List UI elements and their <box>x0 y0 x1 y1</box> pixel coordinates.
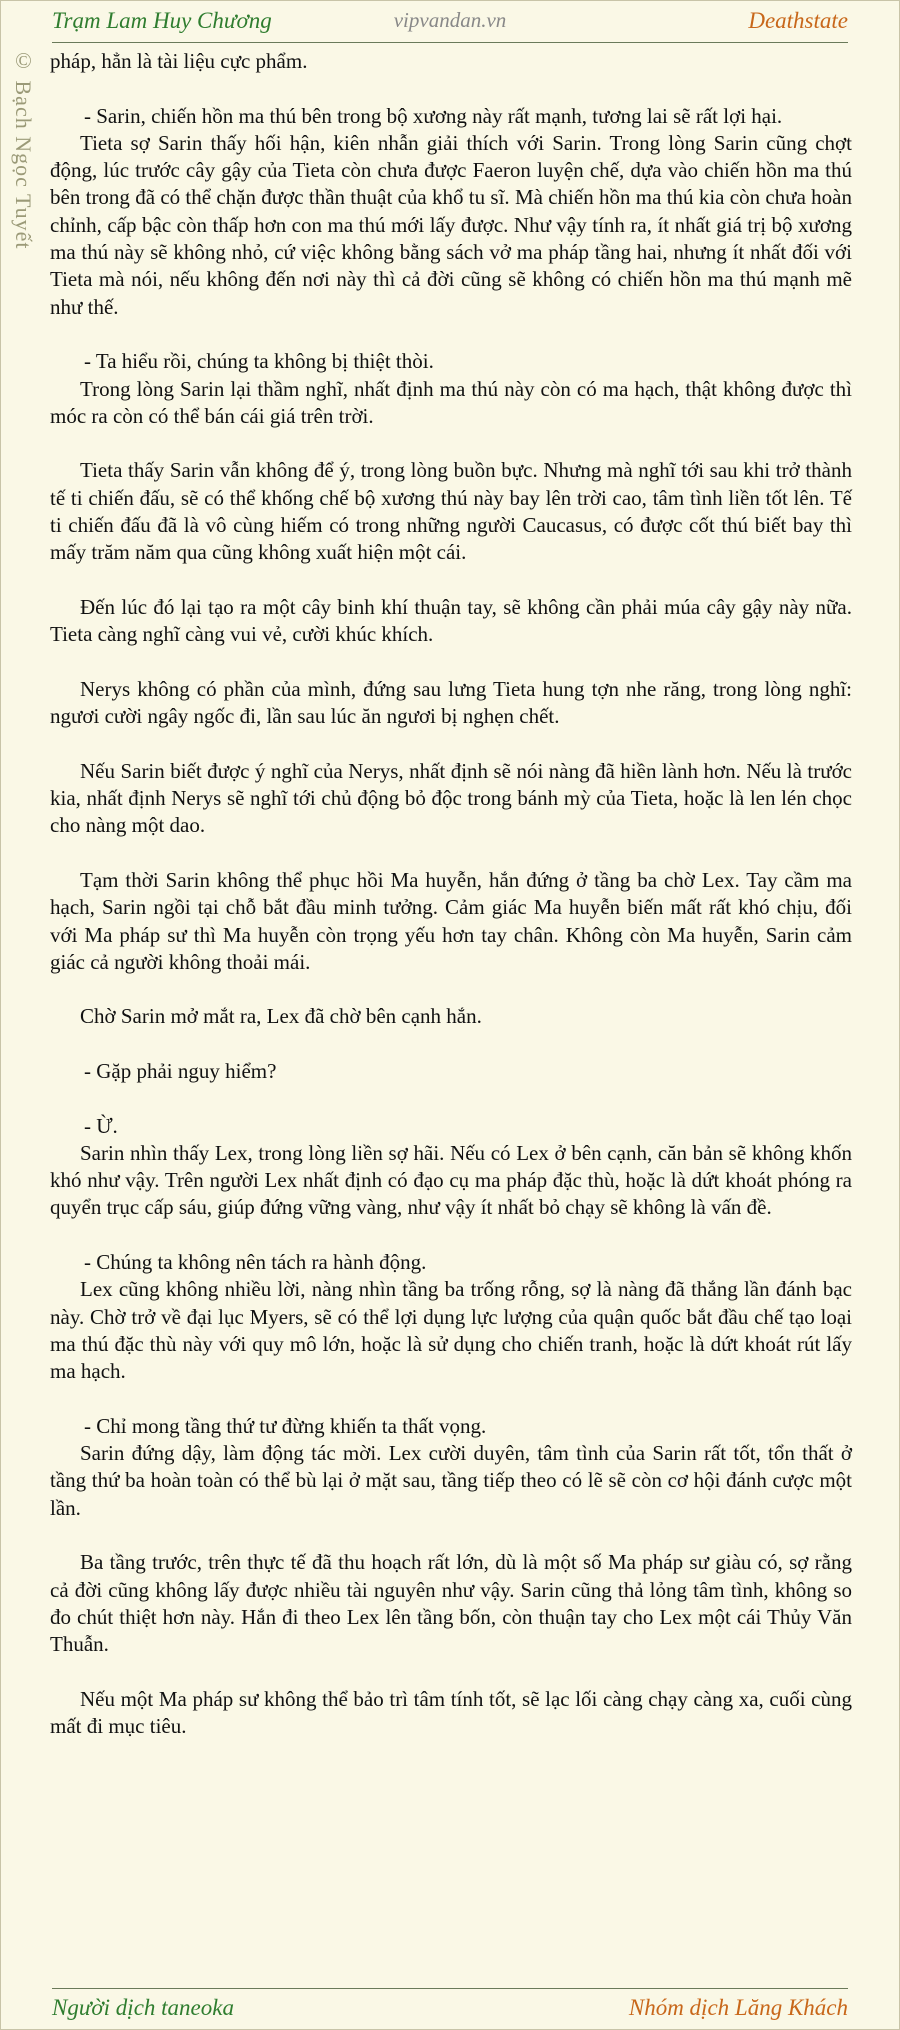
header-author: Deathstate <box>748 8 848 33</box>
paragraph: Tieta thấy Sarin vẫn không để ý, trong lòng buồn bực. Nhưng mà nghĩ tới sau khi trở thành tế ti chiến đấu, sẽ có thể khống chế bộ xương thú này bay lên trời cao, tâm tình liền tốt lên. Tế ti chiến đấu đã là vô cùng hiếm có trong những người Caucasus, có được cốt thú biết bay thì mấy trăm năm qua cũng không xuất hiện một cái. <box>50 458 852 565</box>
footer-translator: Người dịch taneoka <box>52 1995 234 2020</box>
paragraph: Lex cũng không nhiều lời, nàng nhìn tầng ba trống rỗng, sợ là nàng đã thắng lần đánh bạc này. Chờ trở về đại lục Myers, sẽ có thể lợi dụng lực lượng của quận quốc bắt đầu chế tạo loại ma thú đặc thù này với quy mô lớn, hoặc là sử dụng cho chiến tranh, hoặc là dứt khoát rút lấy ma hạch. <box>50 1277 852 1384</box>
header-site: vipvandan.vn <box>393 8 507 32</box>
watermark-credit: © Bạch Ngọc Tuyết <box>11 48 36 250</box>
dialogue-line: - Sarin, chiến hồn ma thú bên trong bộ xương này rất mạnh, tương lai sẽ rất lợi hại. <box>84 103 783 128</box>
paragraph: Nếu Sarin biết được ý nghĩ của Nerys, nhất định sẽ nói nàng đã hiền lành hơn. Nếu là trước kia, nhất định Nerys sẽ nghĩ tới chủ động bỏ độc trong bánh mỳ của Tieta, hoặc là len lén chọc cho nàng một dao. <box>50 758 852 838</box>
dialogue-line: - Ta hiểu rồi, chúng ta không bị thiệt thòi. <box>84 349 434 374</box>
paragraph: Tạm thời Sarin không thể phục hồi Ma huyễn, hắn đứng ở tầng ba chờ Lex. Tay cầm ma hạch, Sarin ngồi tại chỗ bắt đầu minh tưởng. Cảm giác Ma huyễn biến mất rất khó chịu, đối với Ma pháp sư thì Ma huyễn còn trọng yếu hơn tay chân. Không còn Ma huyễn, Sarin cảm giác cả người không thoải mái. <box>50 867 852 974</box>
paragraph: Trong lòng Sarin lại thầm nghĩ, nhất định ma thú này còn có ma hạch, thật không được thì móc ra còn có thể bán cái giá trên trời. <box>50 376 852 428</box>
dialogue-line: - Chỉ mong tầng thứ tư đừng khiến ta thất vọng. <box>84 1413 487 1438</box>
paragraph: Sarin nhìn thấy Lex, trong lòng liền sợ hãi. Nếu có Lex ở bên cạnh, căn bản sẽ không khốn khó như vậy. Trên người Lex nhất định có đạo cụ ma pháp đặc thù, hoặc là dứt khoát phóng ra quyển trục cấp sáu, giúp đứng vững vàng, như vậy ít nhất bỏ chạy sẽ không là vấn đề. <box>50 1140 852 1220</box>
page-header <box>52 8 848 43</box>
paragraph: Nếu một Ma pháp sư không thể bảo trì tâm tính tốt, sẽ lạc lối càng chạy càng xa, cuối cùng mất đi mục tiêu. <box>50 1686 852 1739</box>
paragraph: Ba tầng trước, trên thực tế đã thu hoạch rất lớn, dù là một số Ma pháp sư giàu có, sợ rằng cả đời cũng không lấy được nhiều tài nguyên như vậy. Sarin cũng thả lỏng tâm tình, không so đo chút thiệt hơn này. Hắn đi theo Lex lên tầng bốn, còn thuận tay cho Lex một cái Thủy Văn Thuẫn. <box>50 1550 852 1657</box>
paragraph: Tieta sợ Sarin thấy hối hận, kiên nhẫn giải thích với Sarin. Trong lòng Sarin cũng chợt động, lúc trước cây gậy của Tieta còn chưa được Faeron luyện chế, dựa vào chiến hồn ma thú bên trong đã có thể chặn được thần thuật của khổ tu sĩ. Mà chiến hồn ma thú kia còn chưa hoàn chỉnh, cấp bậc còn thấp hơn con ma thú mới lấy được. Như vậy tính ra, ít nhất giá trị bộ xương ma thú này sẽ không nhỏ, cứ việc không bằng sách vở ma pháp tầng hai, nhưng ít nhất đối với Tieta mà nói, nếu không đến nơi này thì cả đời cũng sẽ không có chiến hồn ma thú mạnh mẽ như thế. <box>50 130 852 319</box>
header-book-title: Trạm Lam Huy Chương <box>52 8 272 33</box>
paragraph: Sarin đứng dậy, làm động tác mời. Lex cười duyên, tâm tình của Sarin rất tốt, tổn thất ở tầng thứ ba hoàn toàn có thể bù lại ở mặt sau, tầng tiếp theo có lẽ sẽ còn cơ hội đánh cược một lần. <box>50 1441 852 1520</box>
dialogue-line: - Chúng ta không nên tách ra hành động. <box>84 1250 427 1275</box>
dialogue-line: - Gặp phải nguy hiểm? <box>84 1058 277 1083</box>
dialogue-line: - Ừ. <box>84 1113 118 1138</box>
footer-group: Nhóm dịch Lăng Khách <box>628 1995 848 2020</box>
paragraph: Nerys không có phần của mình, đứng sau lưng Tieta hung tợn nhe răng, trong lòng nghĩ: ngươi cười ngây ngốc đi, lần sau lúc ăn ngươi bị nghẹn chết. <box>50 676 852 729</box>
chapter-text <box>50 48 852 1740</box>
page-footer <box>52 1988 848 2022</box>
paragraph: pháp, hẳn là tài liệu cực phẩm. <box>50 49 308 73</box>
paragraph: Đến lúc đó lại tạo ra một cây binh khí thuận tay, sẽ không cần phải múa cây gậy này nữa. Tieta càng nghĩ càng vui vẻ, cười khúc khích. <box>50 594 852 647</box>
paragraph: Chờ Sarin mở mắt ra, Lex đã chờ bên cạnh hắn. <box>80 1004 482 1029</box>
